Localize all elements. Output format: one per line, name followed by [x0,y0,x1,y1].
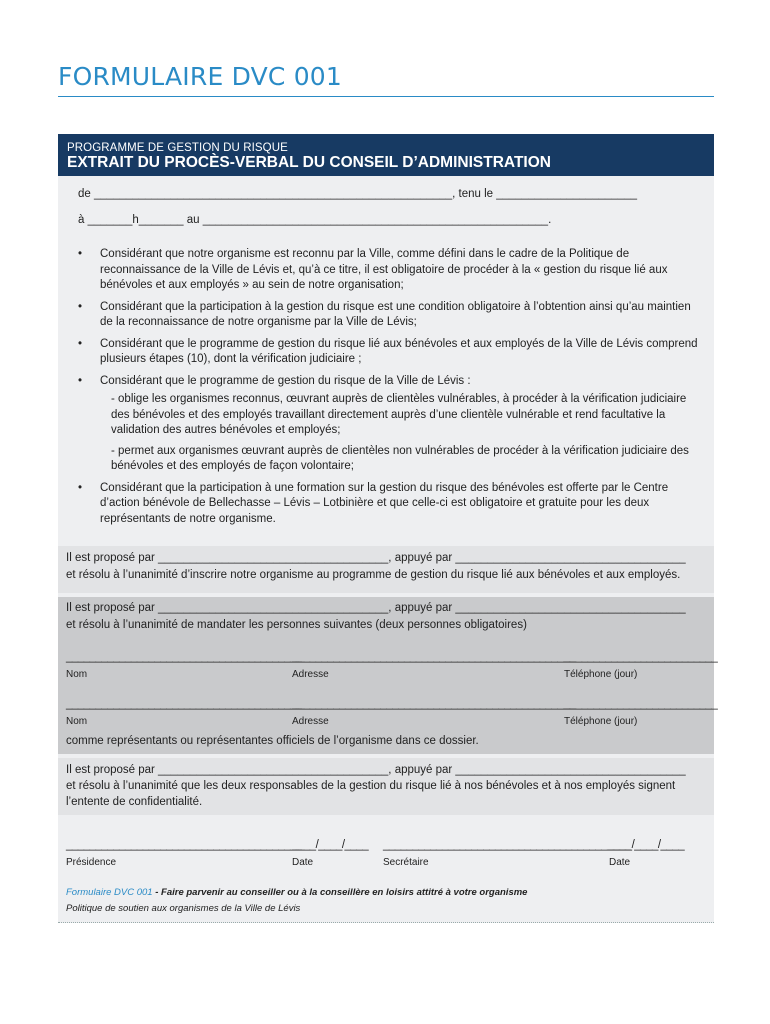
sub-item: - permet aux organismes œuvrant auprès de clientèles non vulnérables de procéder à la vérification judiciaire des bénévoles et des employés de façon volontaire; [111,444,689,472]
resolution-text: l’entente de confidentialité. [66,796,203,808]
phone-label: Téléphone (jour) [564,716,638,727]
resolution-text: et résolu à l’unanimité que les deux responsables de la gestion du risque lié à nos bénévoles et à nos employés signent [66,780,676,792]
form-header [58,134,714,176]
list-item-text: • Considérant que le programme de gestion du risque de la Ville de Lévis : [100,374,471,387]
name-label: Nom [66,716,88,727]
date-label: Date [292,857,314,868]
resolution-mandate [58,597,718,754]
considerations-list [78,247,703,533]
name-field[interactable]: ________________________________________ [66,651,302,663]
policy-reference: Politique de soutien aux organismes de la Ville de Lévis [66,903,301,914]
header-subtitle: PROGRAMME DE GESTION DU RISQUE [67,142,288,154]
phone-label: Téléphone (jour) [564,669,638,680]
form-reference: Formulaire DVC 001 [66,887,153,898]
secretaire-label: Secrétaire [383,857,429,868]
date-label: Date [609,857,631,868]
mandate-closing: comme représentants ou représentantes officiels de l’organisme dans ce dossier. [66,735,479,747]
proposer-line[interactable]: Il est proposé par ____________________________________, appuyé par ____________________________________ [66,602,686,614]
resolution-text: et résolu à l’unanimité d’inscrire notre organisme au programme de gestion du risque lié aux bénévoles et aux employés. [66,569,681,581]
resolution-confidentiality [58,758,714,815]
date-field[interactable]: ____/____/____ [292,839,369,851]
footer-instruction [66,887,527,898]
address-label: Adresse [292,716,329,727]
resolution-text: et résolu à l’unanimité de mandater les personnes suivantes (deux personnes obligatoires) [66,619,527,631]
proposer-line[interactable]: Il est proposé par ____________________________________, appuyé par ____________________________________ [66,764,686,776]
proposer-line[interactable]: Il est proposé par ____________________________________, appuyé par ____________________________________ [66,552,686,564]
header-heading: EXTRAIT DU PROCÈS-VERBAL DU CONSEIL D’ADMINISTRATION [67,154,551,171]
form-body [58,134,718,923]
name-label: Nom [66,669,88,680]
phone-field[interactable]: __________________________ [564,698,718,710]
date-field[interactable]: ____/____/____ [608,839,685,851]
president-signature-field[interactable]: ________________________________________ [66,839,302,851]
list-item: • Considérant que la participation à la gestion du risque est une condition obligatoire à l’obtention ainsi qu’au maintien de la reconnaissance de notre organisme par la Ville de Lévis; [78,300,703,331]
secretary-signature-field[interactable]: __________________________________________ [383,839,631,851]
list-item: • Considérant que le programme de gestion du risque lié aux bénévoles et aux employés de la Ville de Lévis comprend plusieurs étapes (10), dont la vérification judiciaire ; [78,337,703,368]
meeting-time-line[interactable]: à _______h_______ au ______________________________________________________. [78,214,552,226]
list-item: • Considérant que la participation à une formation sur la gestion du risque des bénévoles est offerte par le Centre d’action bénévole de Bellechasse – Lévis – Lotbinière et que celle-ci est obligatoire et gratuite pour les deux représentants de notre organisme. [78,481,703,528]
form-title: FORMULAIRE DVC 001 [58,62,343,91]
address-field[interactable]: ________________________________________________ [292,698,575,710]
meeting-date-line[interactable]: de ________________________________________________________, tenu le ______________________ [78,188,637,200]
list-item [78,374,703,475]
resolution-registration [58,546,714,593]
title-divider [58,96,714,97]
submission-instruction: - Faire parvenir au conseiller ou à la conseillère en loisirs attitré à votre organisme [152,887,528,898]
address-field[interactable]: ________________________________________________ [292,651,575,663]
list-item: • Considérant que notre organisme est reconnu par la Ville, comme défini dans le cadre de la Politique de reconnaissance de la Ville de Lévis et, qu’à ce titre, il est obligatoire de procéder à la « gestion du risque lié aux bénévoles et aux employés » au sein de notre organisation; [78,247,703,294]
sub-item: - oblige les organismes reconnus, œuvrant auprès de clientèles vulnérables, à procéder à la vérification judiciaire des bénévoles et des employés travaillant directement auprès d’une clientèle vulnérable et rend facultative la validation des autres bénévoles et employés; [111,393,687,436]
name-field[interactable]: ________________________________________ [66,698,302,710]
phone-field[interactable]: __________________________ [564,651,718,663]
address-label: Adresse [292,669,329,680]
presidence-label: Présidence [66,857,117,868]
